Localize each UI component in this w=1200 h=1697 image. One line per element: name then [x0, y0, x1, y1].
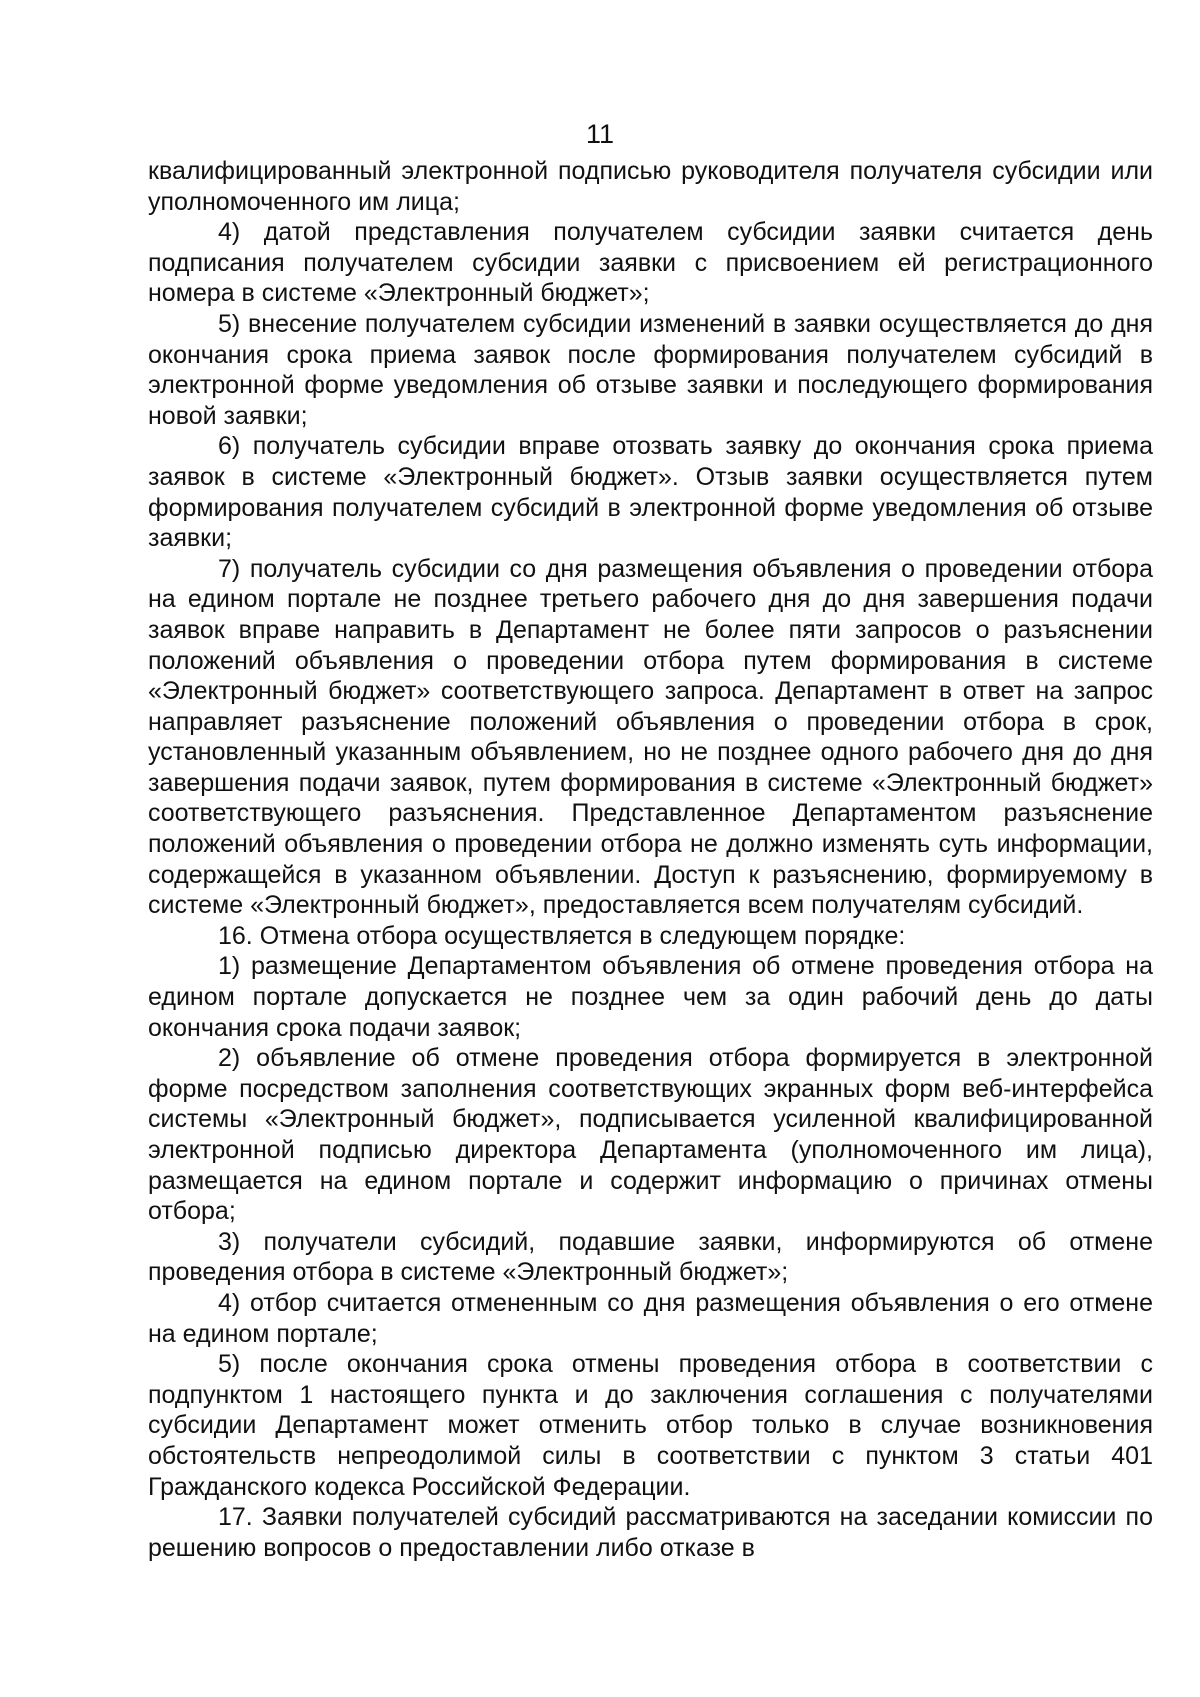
paragraph-continuation: квалифицированный электронной подписью руководителя получателя субсидии или уполномоченного им лица; [148, 157, 1153, 216]
paragraph-16-item-4: 4) отбор считается отмененным со дня размещения объявления о его отмене на едином портале; [148, 1288, 1153, 1348]
page-number: 11 [585, 119, 615, 149]
paragraph-16-item-3: 3) получатели субсидий, подавшие заявки, информируются об отмене проведения отбора в системе «Электронный бюджет»; [148, 1227, 1153, 1287]
paragraph-16-item-2: 2) объявление об отмене проведения отбора формируется в электронной форме посредством заполнения соответствующих экранных форм веб-интерфейса системы «Электронный бюджет», подписывается усиленной квалифицированной электронной подписью директора Департамента (уполномоченного им лица), размещается на едином портале и содержит информацию о причинах отмены отбора; [148, 1044, 1153, 1226]
paragraph-item-4: 4) датой представления получателем субсидии заявки считается день подписания получателем субсидии заявки с присвоением ей регистрационного номера в системе «Электронный бюджет»; [148, 218, 1153, 308]
paragraph-item-7: 7) получатель субсидии со дня размещения объявления о проведении отбора на едином портале не позднее третьего рабочего дня до дня завершения подачи заявок вправе направить в Департамент не более пяти запросов о разъяснении положений объявления о проведении отбора путем формирования в системе «Электронный бюджет» соответствующего запроса. Департамент в ответ на запрос направляет разъяснение положений объявления о проведении отбора в срок, установленный указанным объявлением, но не позднее одного рабочего дня до дня завершения подачи заявок, путем формирования в системе «Электронный бюджет» соответствующего разъяснения. Представленное Департаментом разъяснение положений объявления о проведении отбора не должно изменять суть информации, содержащейся в указанном объявлении. Доступ к разъяснению, формируемому в системе «Электронный бюджет», предоставляется всем получателям субсидий. [148, 554, 1153, 920]
paragraph-item-6: 6) получатель субсидии вправе отозвать заявку до окончания срока приема заявок в системе «Электронный бюджет». Отзыв заявки осуществляется путем формирования получателем субсидий в электронной форме уведомления об отзыве заявки; [148, 432, 1153, 553]
paragraph-section-17: 17. Заявки получателей субсидий рассматриваются на заседании комиссии по решению вопросов о предоставлении либо отказе в [148, 1503, 1153, 1562]
document-body [148, 156, 1153, 1563]
paragraph-16-item-1: 1) размещение Департаментом объявления об отмене проведения отбора на едином портале допускается не позднее чем за один рабочий день до даты окончания срока подачи заявок; [148, 952, 1153, 1042]
paragraph-item-5: 5) внесение получателем субсидии изменений в заявки осуществляется до дня окончания срока приема заявок после формирования получателем субсидий в электронной форме уведомления об отзыве заявки и последующего формирования новой заявки; [148, 309, 1153, 430]
paragraph-section-16: 16. Отмена отбора осуществляется в следующем порядке: [218, 921, 906, 950]
paragraph-16-item-5: 5) после окончания срока отмены проведения отбора в соответствии с подпунктом 1 настоящего пункта и до заключения соглашения с получателями субсидии Департамент может отменить отбор только в случае возникновения обстоятельств непреодолимой силы в соответствии с пунктом 3 статьи 401 Гражданского кодекса Российской Федерации. [148, 1350, 1153, 1501]
